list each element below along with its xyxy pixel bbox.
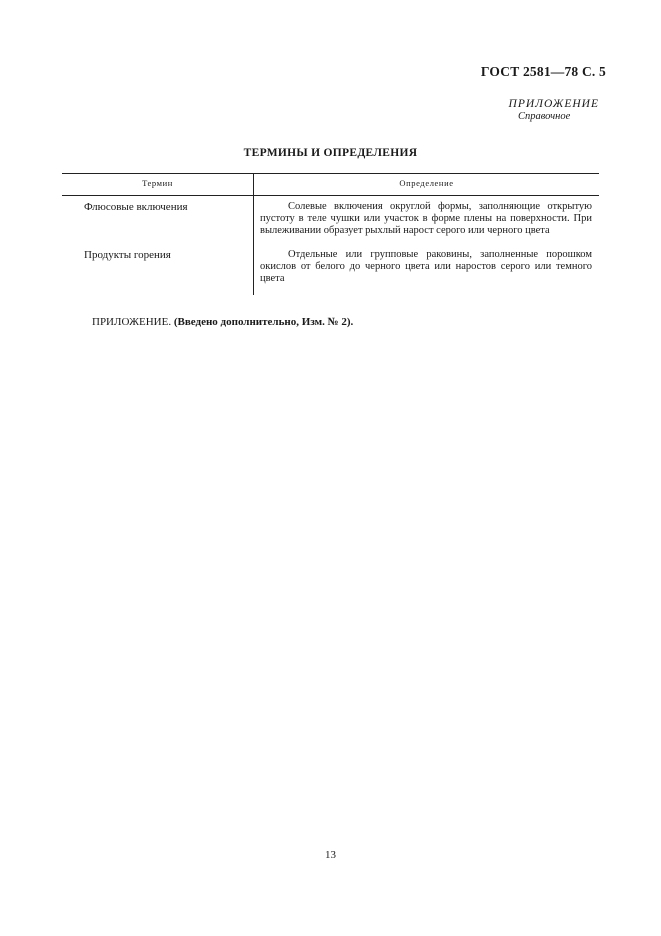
page-number: 13 <box>325 849 336 861</box>
section-title: ТЕРМИНЫ И ОПРЕДЕЛЕНИЯ <box>243 147 418 159</box>
appendix-label: ПРИЛОЖЕНИЕ <box>508 98 599 110</box>
amendment-note <box>92 316 353 328</box>
table-header-rule <box>62 195 599 196</box>
table-row-definition: Отдельные или групповые раковины, заполненные порошком окислов от белого до черного цвета или наростов серого или темного цвета <box>260 249 592 284</box>
column-header-definition: Определение <box>399 178 454 188</box>
column-header-term: Термин <box>142 178 173 188</box>
table-column-divider <box>253 173 254 295</box>
table-row-definition: Солевые включения округлой формы, заполняющие открытую пустоту в теле чушки или участок в форме плены на поверхности. При вылеживании образует рыхлый нарост серого или черного цвета <box>260 201 592 236</box>
table-row-term: Продукты горения <box>84 249 171 261</box>
amendment-note-label: ПРИЛОЖЕНИЕ. <box>92 316 172 328</box>
amendment-note-text: (Введено дополнительно, Изм. № 2). <box>173 316 354 328</box>
appendix-subtitle: Справочное <box>518 111 571 122</box>
table-row-term: Флюсовые включения <box>84 201 188 213</box>
table-top-rule <box>62 173 599 174</box>
standard-code: ГОСТ 2581—78 С. 5 <box>480 64 606 79</box>
